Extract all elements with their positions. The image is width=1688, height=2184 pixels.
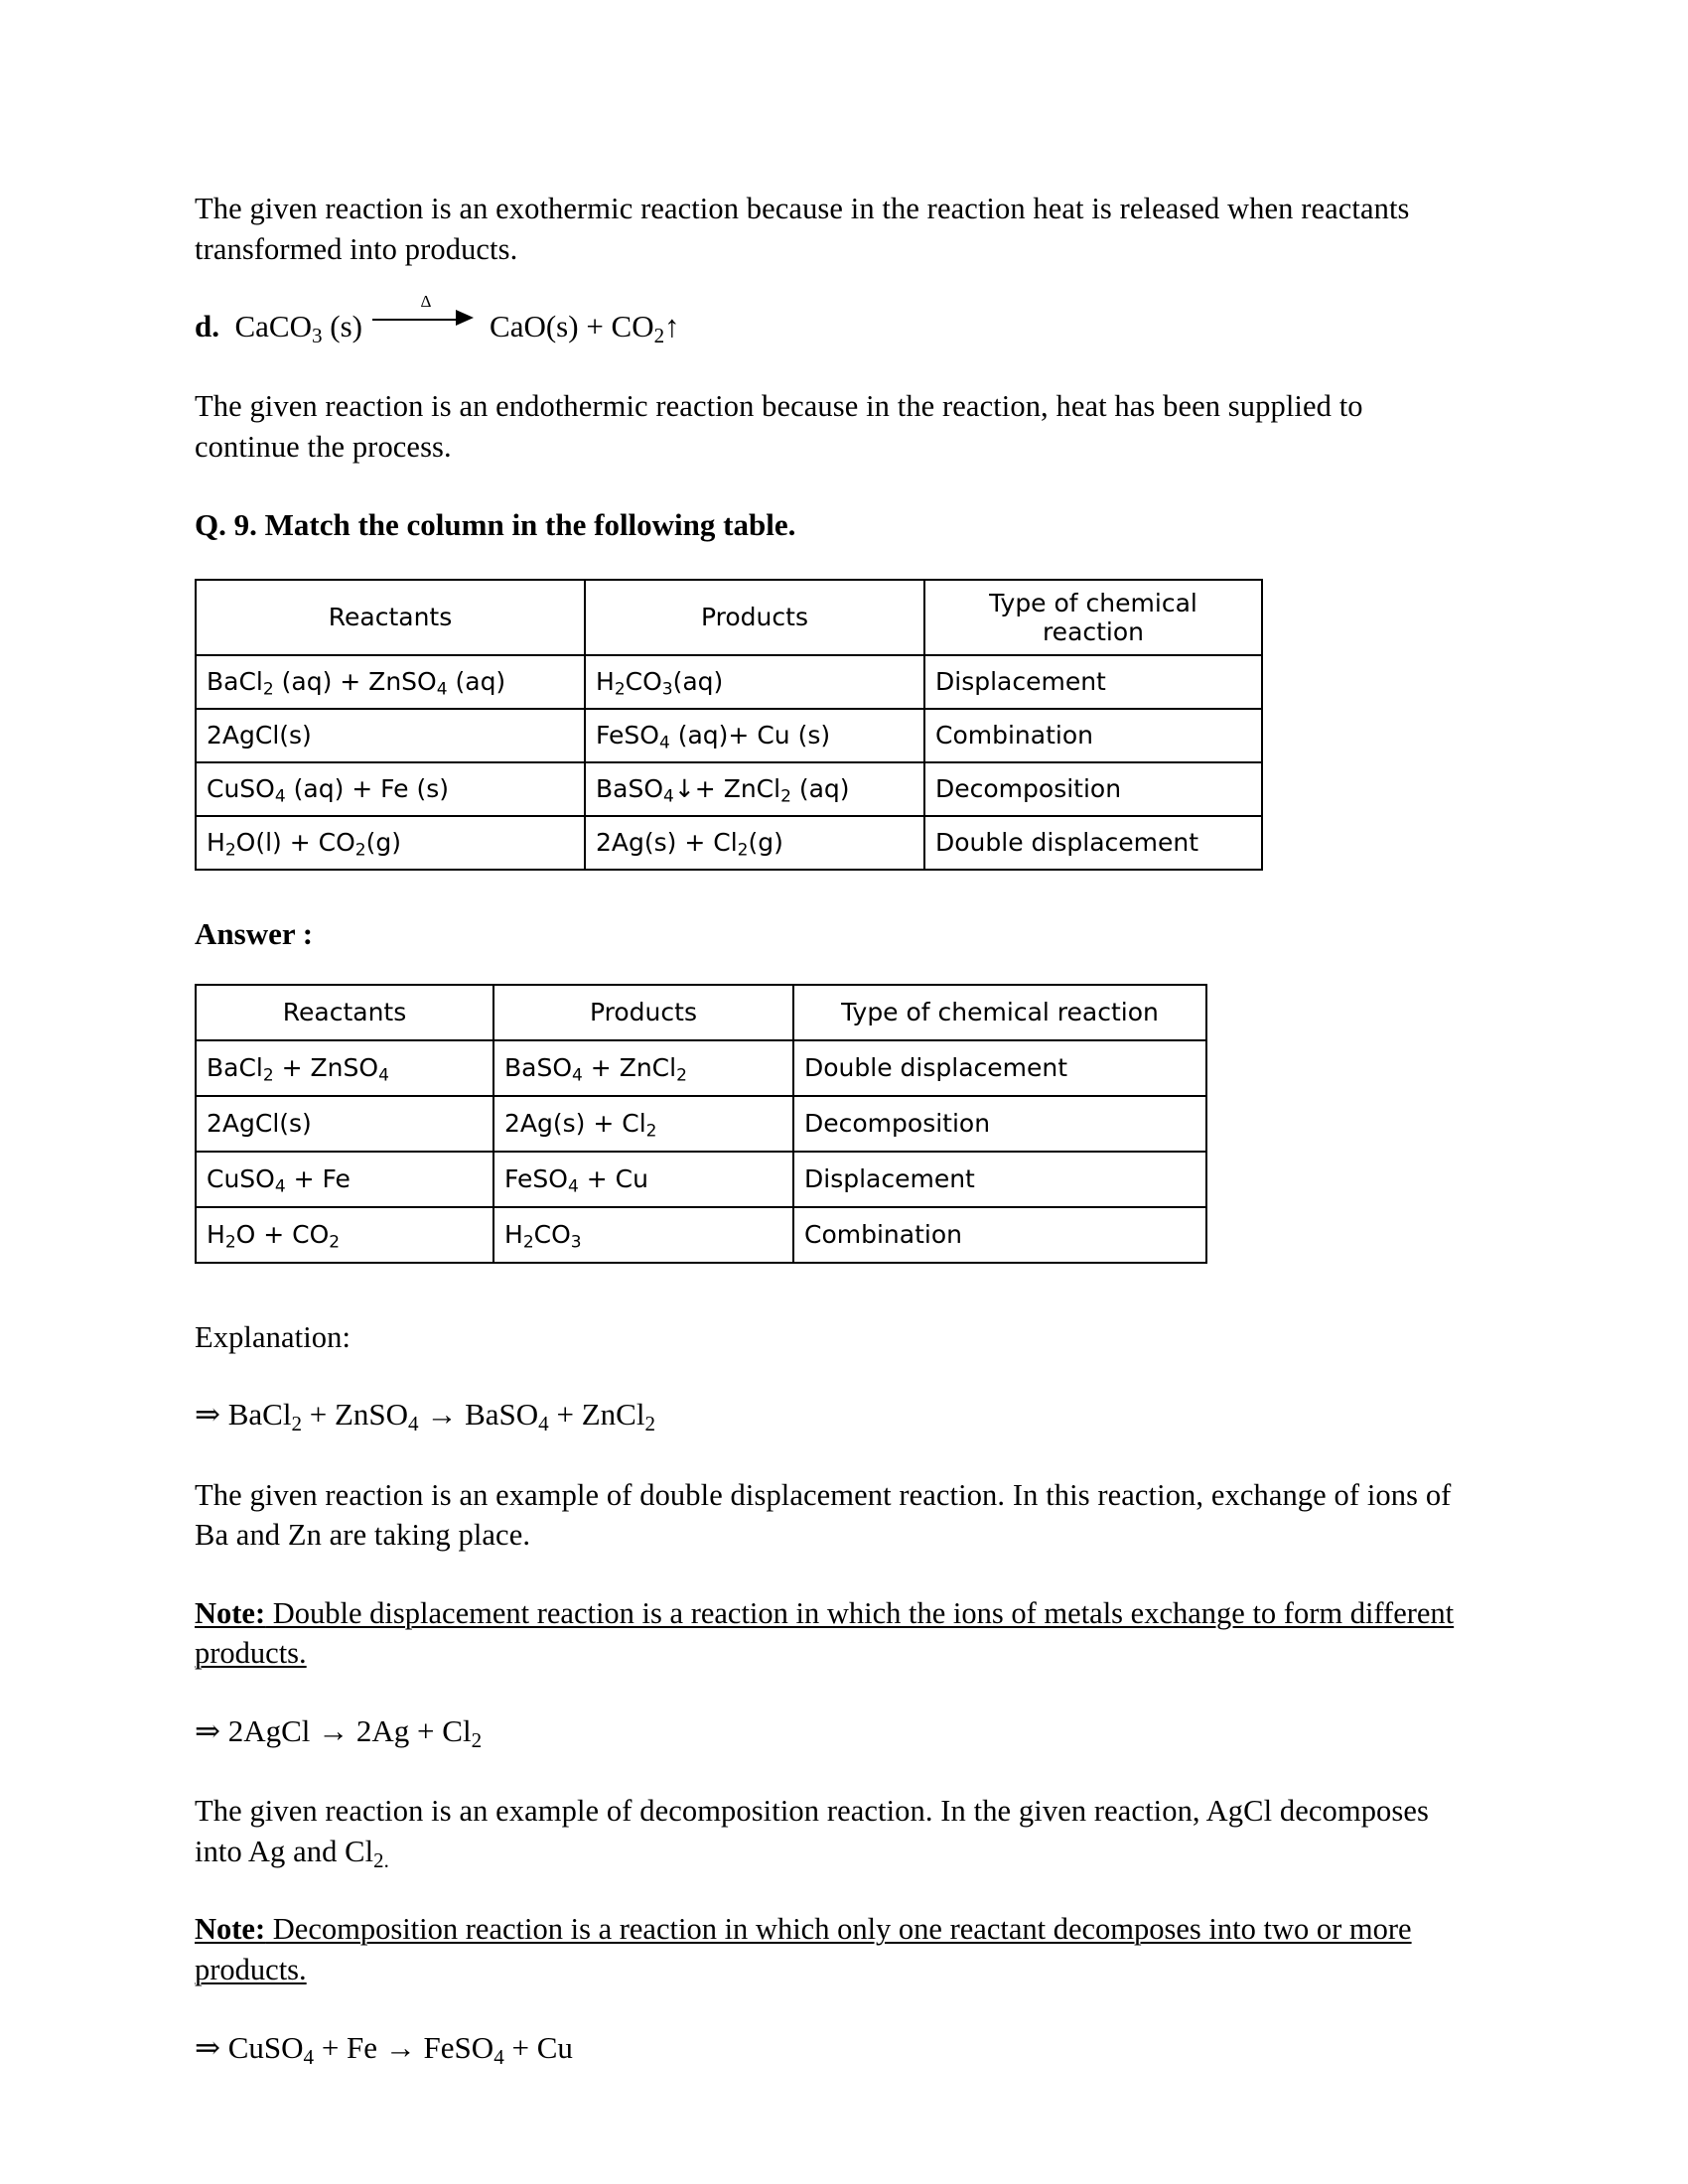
answer-table-body	[196, 1040, 1206, 1263]
column-header-type-line2: reaction	[1042, 616, 1145, 646]
note-text: Decomposition reaction is a reaction in which only one reactant decomposes into two or more products.	[195, 1912, 1412, 1986]
table-row	[196, 655, 1262, 709]
cell-type: Combination	[793, 1207, 1206, 1263]
reaction-arrow-icon	[372, 291, 480, 345]
cell-product: $H_2CO_3(aq)$	[585, 655, 924, 709]
cell-reactant: CuSO$_4$ + Fe	[196, 1152, 493, 1207]
explanation-paragraph-2: The given reaction is an example of decomposition reaction. In the given reaction, AgCl decomposes into Ag and $Cl_{2.}$	[195, 1794, 1429, 1872]
delta-condition-label: Δ	[420, 291, 432, 311]
endothermic-paragraph: The given reaction is an endothermic reaction because in the reaction, heat has been supplied to continue the process.	[195, 389, 1363, 464]
explanation-equation-3: ⇒ CuSO$_4$ + Fe → FeSO$_4$ + Cu	[195, 2029, 573, 2069]
column-header-products: Products	[493, 985, 793, 1040]
table-header-row	[196, 985, 1206, 1040]
cell-product: BaSO$_4$↓+ ZnCl$_2$ (aq)	[585, 762, 924, 816]
column-header-type	[924, 580, 1262, 655]
cell-reactant: $H_2O + CO_2$	[196, 1207, 493, 1263]
cell-type: Combination	[924, 709, 1262, 762]
column-header-products: Products	[585, 580, 924, 655]
cell-reactant: BaCl$_2$ (aq) + ZnSO$_4$ (aq)	[196, 655, 585, 709]
cell-product: FeSO$_4$ + Cu	[493, 1152, 793, 1207]
cell-product: $2Ag(s) + Cl_2$	[493, 1096, 793, 1152]
note-decomposition	[195, 1909, 1476, 1989]
cell-type: Double displacement	[924, 816, 1262, 870]
explanation-equation-1: ⇒ BaCl$_2$ + ZnSO$_4$ → BaSO$_4$ + ZnCl$_2$	[195, 1397, 655, 1436]
table-row	[196, 709, 1262, 762]
table-row	[196, 1096, 1206, 1152]
arrow-shaft	[372, 319, 464, 322]
note-text: Double displacement reaction is a reaction in which the ions of metals exchange to form different products.	[195, 1595, 1455, 1671]
document-content	[195, 189, 1476, 2108]
cell-type: Double displacement	[793, 1040, 1206, 1096]
equation-d-products: $CaO(s) + CO_2↑$	[490, 309, 680, 348]
cell-product: FeSO$_4$ (aq)+ Cu (s)	[585, 709, 924, 762]
question-table-body	[196, 655, 1262, 870]
arrow-head	[456, 310, 474, 326]
answer-label: Answer :	[195, 915, 314, 951]
question-heading: Q. 9. Match the column in the following table.	[195, 506, 796, 542]
table-header-row	[196, 580, 1262, 655]
column-header-reactants: Reactants	[196, 580, 585, 655]
question-match-table	[195, 579, 1263, 871]
column-header-type-line1: Type of chemical	[989, 588, 1197, 617]
cell-type: Displacement	[793, 1152, 1206, 1207]
cell-type: Displacement	[924, 655, 1262, 709]
table-row	[196, 762, 1262, 816]
intro-paragraph: The given reaction is an exothermic reaction because in the reaction heat is released when reactants transformed into products.	[195, 192, 1410, 266]
column-header-type: Type of chemical reaction	[793, 985, 1206, 1040]
equation-d	[195, 291, 1476, 348]
cell-reactant: 2AgCl(s)	[196, 709, 585, 762]
cell-type: Decomposition	[924, 762, 1262, 816]
cell-product: $2Ag(s) + Cl_2(g)$	[585, 816, 924, 870]
note-label: Note:	[195, 1595, 266, 1630]
explanation-paragraph-1: The given reaction is an example of double displacement reaction. In this reaction, exchange of ions of Ba and Zn are taking place.	[195, 1477, 1452, 1553]
table-row	[196, 1040, 1206, 1096]
column-header-reactants: Reactants	[196, 985, 493, 1040]
cell-product: BaSO$_4$ + ZnCl$_2$	[493, 1040, 793, 1096]
cell-reactant: BaCl$_2$ + ZnSO$_4$	[196, 1040, 493, 1096]
table-row	[196, 1152, 1206, 1207]
answer-match-table	[195, 984, 1207, 1264]
explanation-label: Explanation:	[195, 1319, 352, 1354]
equation-d-label: d.	[195, 309, 219, 344]
table-row	[196, 816, 1262, 870]
cell-product: $H_2CO_3$	[493, 1207, 793, 1263]
note-label: Note:	[195, 1912, 266, 1947]
note-double-displacement	[195, 1593, 1476, 1674]
explanation-equation-2: ⇒ 2AgCl → $2Ag + Cl_2$	[195, 1712, 483, 1752]
cell-reactant: CuSO$_4$ (aq) + Fe (s)	[196, 762, 585, 816]
cell-reactant: $H_2O(l) + CO_2(g)$	[196, 816, 585, 870]
table-row	[196, 1207, 1206, 1263]
cell-type: Decomposition	[793, 1096, 1206, 1152]
equation-d-reactant: CaCO$_3$ (s)	[234, 309, 363, 348]
cell-reactant: 2AgCl(s)	[196, 1096, 493, 1152]
